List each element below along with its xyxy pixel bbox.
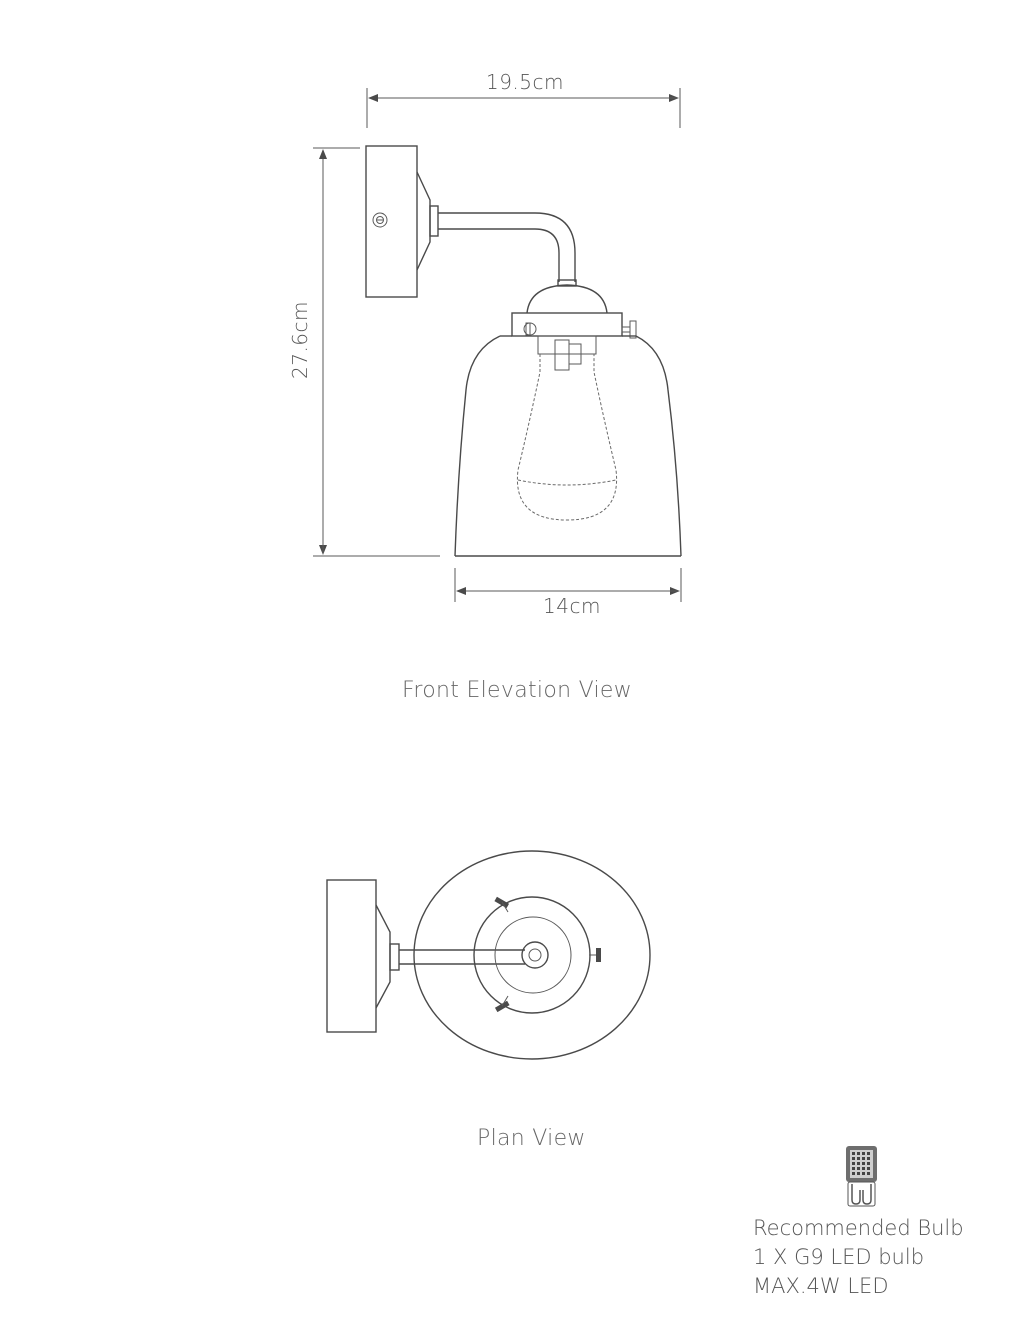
bulb-outline bbox=[517, 354, 616, 520]
width-dimension bbox=[367, 70, 680, 128]
recommended-bulb-heading: Recommended Bulb bbox=[753, 1216, 964, 1240]
plan-view bbox=[327, 851, 650, 1059]
shade-width-dimension-label: 14cm bbox=[543, 594, 601, 618]
shade-fitter bbox=[512, 280, 636, 370]
g9-led-bulb-icon bbox=[846, 1146, 877, 1206]
front-elevation-view bbox=[288, 70, 681, 618]
plan-view-caption: Plan View bbox=[477, 1126, 586, 1151]
front-elevation-view-caption: Front Elevation View bbox=[402, 678, 633, 703]
width-dimension-label: 19.5cm bbox=[485, 70, 565, 94]
glass-shade bbox=[455, 336, 681, 556]
bulb-wattage-text: MAX.4W LED bbox=[753, 1274, 889, 1298]
thumb-screw-icon bbox=[589, 948, 601, 962]
sconce-arm bbox=[438, 213, 575, 282]
bulb-type-text: 1 X G9 LED bulb bbox=[753, 1245, 925, 1269]
shade-width-dimension bbox=[455, 568, 681, 618]
wall-backplate bbox=[366, 146, 438, 297]
height-dimension-label: 27.6cm bbox=[288, 300, 312, 380]
thumb-screw-icon bbox=[495, 996, 510, 1012]
